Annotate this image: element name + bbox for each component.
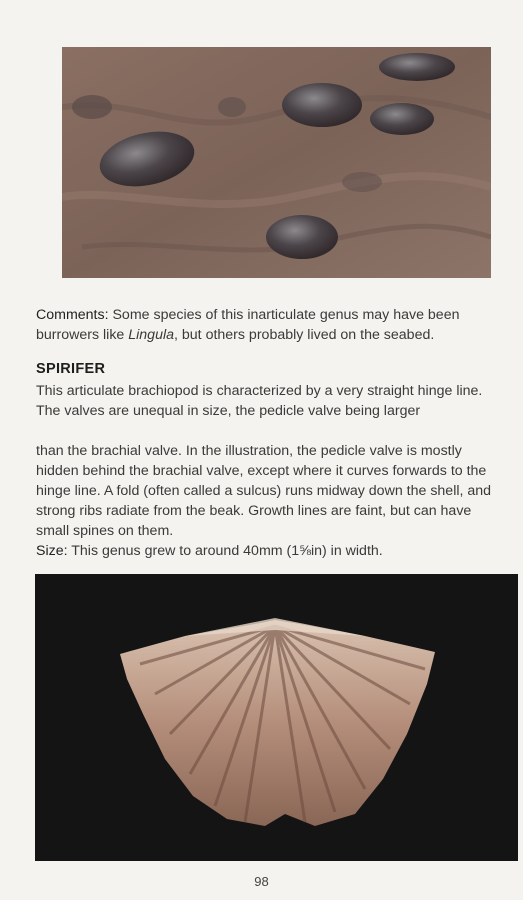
comments-label: Comments: [36, 307, 109, 323]
description-paragraph-2: than the brachial valve. In the illustration, the pedicle valve is mostly hidden behind the brachial valve, except where it curves forwards to the hinge line. A fold (often called a sulcus) runs midway down the shell, and strong ribs radiate from the beak. Growth lines are faint, but can have small spines on them. [36, 443, 492, 539]
comments-text-1: Some species of this inarticulate genus may have been burrowers like [36, 307, 460, 343]
fossil-rock-photo [62, 47, 491, 278]
section-heading: SPIRIFER [36, 361, 106, 377]
page-number: 98 [254, 874, 269, 889]
comments-text-2: , but others probably lived on the seabed. [174, 327, 435, 343]
comments-genus-italic: Lingula [128, 327, 175, 343]
comments-paragraph [36, 305, 496, 345]
size-label: Size: [36, 543, 68, 559]
spirifer-shell-photo [35, 574, 518, 861]
size-text: This genus grew to around 40mm (1⅝in) in width. [67, 543, 383, 559]
size-paragraph [36, 541, 496, 561]
description-paragraph-1: This articulate brachiopod is characterized by a very straight hinge line. The valves are unequal in size, the pedicle valve being larger [36, 383, 483, 419]
